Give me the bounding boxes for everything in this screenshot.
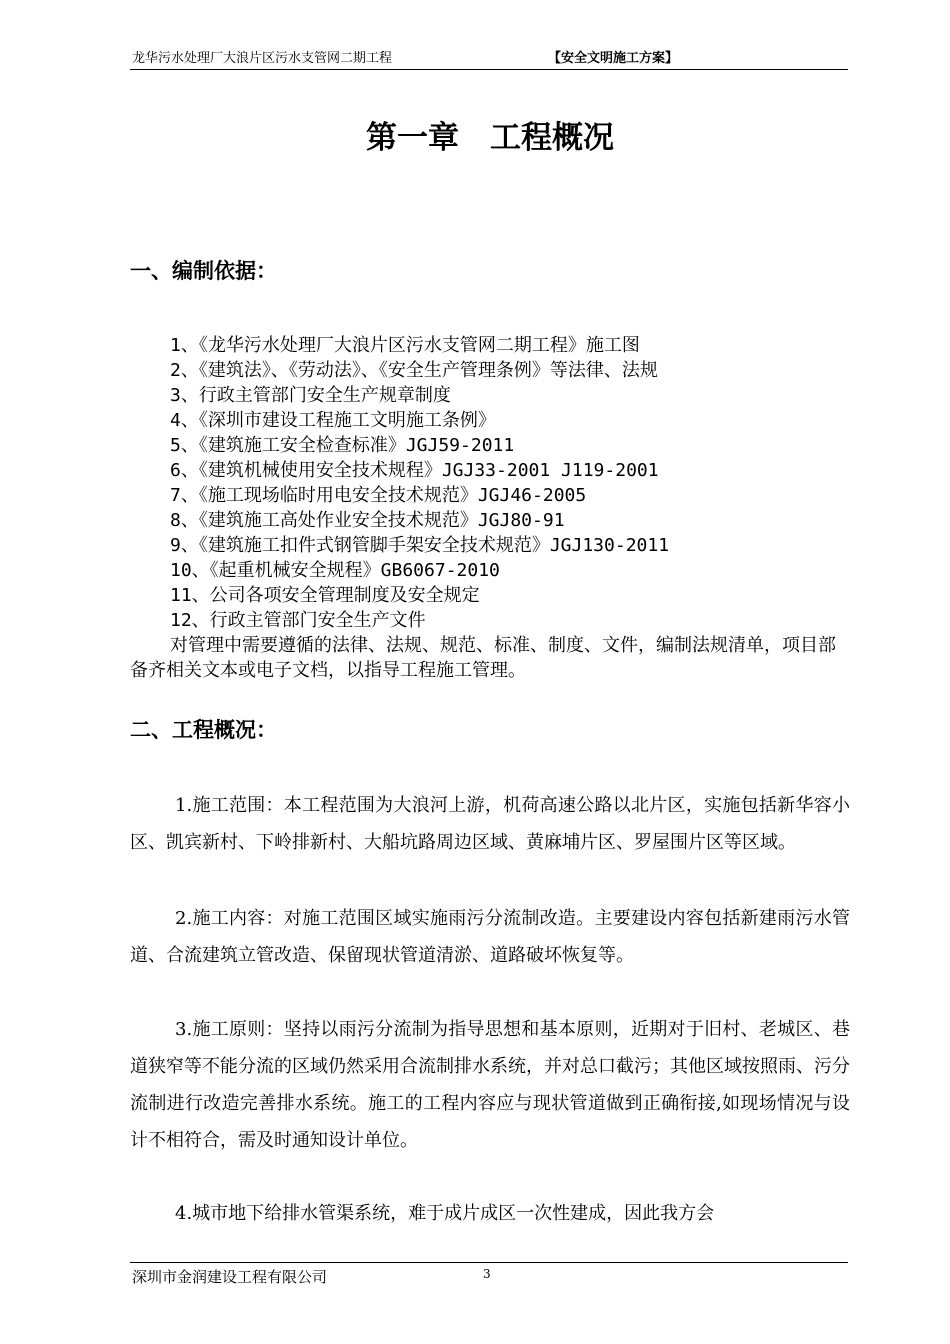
page-number: 3 — [483, 1267, 491, 1281]
reference-list — [170, 333, 669, 633]
footer-company: 深圳市金润建设工程有限公司 — [132, 1268, 328, 1286]
reference-item: 5、《建筑施工安全检查标准》JGJ59-2011 — [170, 435, 515, 456]
header-project-name: 龙华污水处理厂大浪片区污水支管网二期工程 — [132, 51, 393, 66]
reference-item: 9、《建筑施工扣件式钢管脚手架安全技术规范》JGJ130-2011 — [170, 535, 670, 556]
reference-item: 6、《建筑机械使用安全技术规程》JGJ33-2001 J119-2001 — [170, 460, 659, 481]
reference-item: 8、《建筑施工高处作业安全技术规范》JGJ80-91 — [170, 510, 565, 531]
header-divider — [130, 69, 848, 70]
section-heading-overview: 二、工程概况： — [130, 717, 277, 742]
paragraph-content: 2.施工内容：对施工范围区域实施雨污分流制改造。主要建设内容包括新建雨污水管道、合流建筑立管改造、保留现状管道清淤、道路破坏恢复等。 — [130, 908, 850, 966]
paragraph-system: 4.城市地下给排水管渠系统，难于成片成区一次性建成，因此我方会 — [175, 1203, 715, 1224]
paragraph-principle: 3.施工原则：坚持以雨污分流制为指导思想和基本原则，近期对于旧村、老城区、巷道狭窄等不能分流的区域仍然采用合流制排水系统，并对总口截污；其他区域按照雨、污分流制进行改造完善排水系统。施工的工程内容应与现状管道做到正确衔接,如现场情况与设计不相符合，需及时通知设计单位。 — [130, 1019, 850, 1151]
reference-item: 4、《深圳市建设工程施工文明施工条例》 — [170, 410, 496, 431]
reference-item: 12、行政主管部门安全生产文件 — [170, 610, 426, 631]
regulation-note: 对管理中需要遵循的法律、法规、规范、标准、制度、文件，编制法规清单，项目部备齐相关文本或电子文档，以指导工程施工管理。 — [130, 635, 836, 681]
reference-item: 3、行政主管部门安全生产规章制度 — [170, 385, 451, 406]
paragraph-scope: 1.施工范围：本工程范围为大浪河上游，机荷高速公路以北片区，实施包括新华容小区、凯宾新村、下岭排新村、大船坑路周边区域、黄麻埔片区、罗屋围片区等区域。 — [130, 795, 850, 853]
header-document-type: 【安全文明施工方案】 — [548, 51, 679, 66]
section-heading-basis: 一、编制依据： — [130, 258, 277, 283]
reference-item: 10、《起重机械安全规程》GB6067-2010 — [170, 560, 500, 581]
reference-item: 1、《龙华污水处理厂大浪片区污水支管网二期工程》施工图 — [170, 335, 640, 356]
reference-item: 2、《建筑法》、《劳动法》、《安全生产管理条例》等法律、法规 — [170, 360, 658, 381]
footer-divider — [130, 1262, 848, 1263]
reference-item: 11、公司各项安全管理制度及安全规定 — [170, 585, 480, 606]
chapter-title: 第一章 工程概况 — [366, 120, 614, 156]
reference-item: 7、《施工现场临时用电安全技术规范》JGJ46-2005 — [170, 485, 587, 506]
